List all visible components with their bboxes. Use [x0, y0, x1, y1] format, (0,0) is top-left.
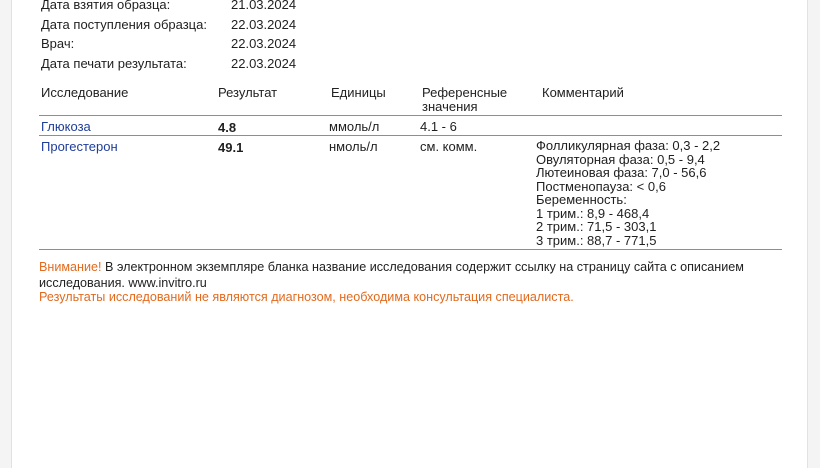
comment-progesterone — [536, 139, 720, 247]
comment-line: Фолликулярная фаза: 0,3 - 2,2 — [536, 138, 721, 153]
comment-line: Лютеиновая фаза: 7,0 - 56,6 — [536, 165, 707, 180]
comment-line: 3 трим.: 88,7 - 771,5 — [536, 232, 657, 248]
header-reference — [422, 86, 507, 114]
study-link-progesterone[interactable]: Прогестерон — [41, 139, 118, 154]
header-divider — [39, 115, 782, 116]
comment-line: Постменопауза: < 0,6 — [536, 178, 666, 194]
reference-progesterone: см. комм. — [420, 139, 478, 154]
lab-report-sheet — [11, 0, 808, 468]
print-date-value: 22.03.2024 — [231, 56, 297, 71]
comment-line: 1 трим.: 8,9 - 468,4 — [536, 205, 650, 221]
attention-text: В электронном экземпляре бланка название исследования содержит ссылку на страницу сайта с описанием исследования. www.invitro.ru — [39, 260, 744, 290]
print-date-label: Дата печати результата: — [41, 56, 187, 71]
reference-glucose: 4.1 - 6 — [420, 119, 457, 134]
units-glucose: ммоль/л — [329, 119, 380, 134]
attention-label: Внимание! — [39, 260, 102, 274]
comment-line: Беременность: — [536, 192, 627, 207]
received-date-label: Дата поступления образца: — [41, 17, 207, 32]
attention-notice — [39, 259, 787, 291]
header-study: Исследование — [41, 85, 129, 100]
study-link-glucose[interactable]: Глюкоза — [41, 119, 91, 134]
header-reference-line2: значения — [422, 99, 478, 114]
doctor-label: Врач: — [41, 36, 75, 51]
header-result: Результат — [218, 85, 278, 100]
disclaimer-text: Результаты исследований не являются диагнозом, необходима консультация специалиста. — [39, 290, 574, 304]
result-glucose: 4.8 — [218, 120, 237, 135]
row-divider — [39, 135, 782, 136]
received-date-value: 22.03.2024 — [231, 17, 297, 32]
doctor-value: 22.03.2024 — [231, 36, 297, 51]
comment-line: Овуляторная фаза: 0,5 - 9,4 — [536, 151, 705, 167]
header-comment: Комментарий — [542, 85, 624, 100]
units-progesterone: нмоль/л — [329, 139, 378, 154]
sample-date-label: Дата взятия образца: — [41, 0, 171, 12]
sample-date-value: 21.03.2024 — [231, 0, 297, 12]
table-bottom-divider — [39, 249, 782, 250]
header-reference-line1: Референсные — [422, 85, 508, 100]
comment-line: 2 трим.: 71,5 - 303,1 — [536, 219, 657, 234]
result-progesterone: 49.1 — [218, 140, 244, 155]
header-units: Единицы — [331, 85, 386, 100]
